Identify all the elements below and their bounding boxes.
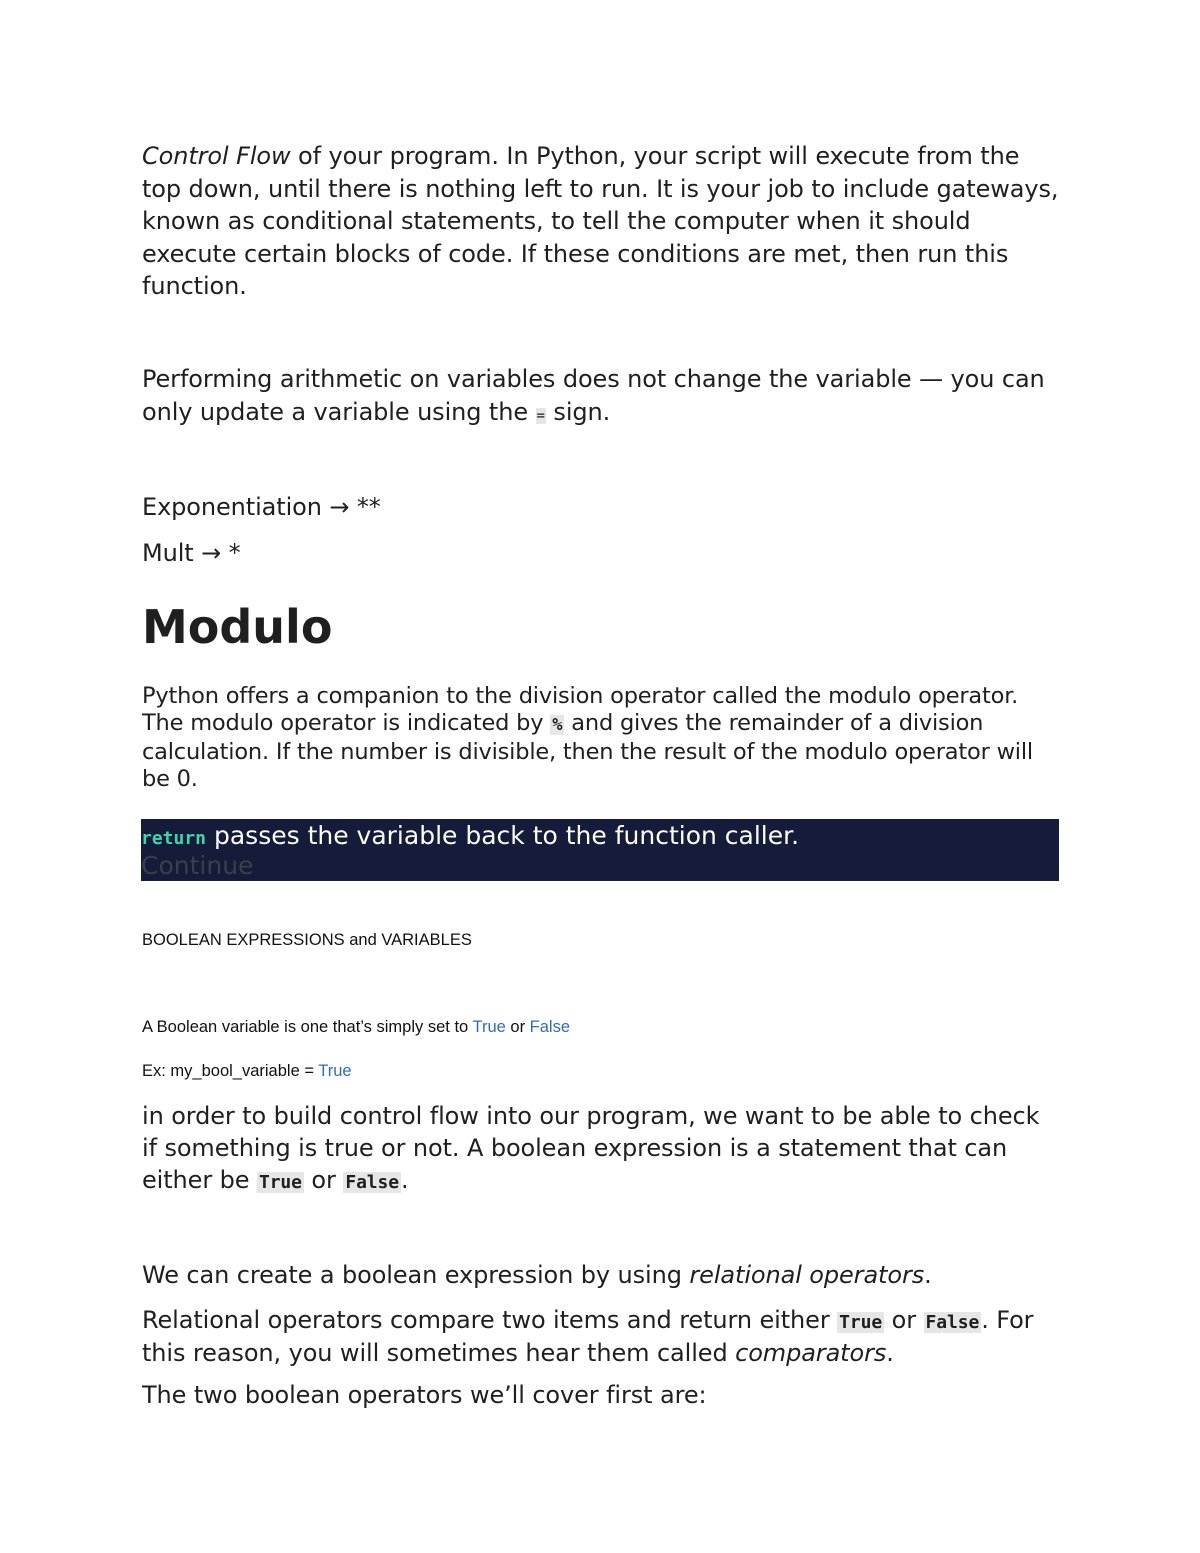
control-flow-text: of your program. In Python, your script will execute from the top down, until there is nothing left to run. It is your job to include gateways, known as conditional statements, to tell the computer when it should execute certain blocks of code. If these conditions are met, then run this function. [142, 142, 1059, 300]
relational-operators-term: relational operators [689, 1261, 925, 1289]
period: . [401, 1166, 409, 1194]
or-text-2: or [303, 1166, 344, 1194]
mult-line: Mult → * [142, 539, 241, 567]
period-3: . [886, 1339, 894, 1367]
modulo-text: Python offers a companion to the division operator called the modulo operator. The modulo operator is indicated by [142, 683, 1019, 736]
example-text: Ex: my_bool_variable = [142, 1062, 319, 1080]
modulo-text-end: and gives the remainder of a division calculation. If the number is divisible, then the result of the modulo operator will be 0. [142, 710, 1033, 792]
relational-intro-text: We can create a boolean expression by using [142, 1261, 690, 1289]
arithmetic-text: Performing arithmetic on variables does not change the variable — you can only update a variable using the [142, 365, 1045, 426]
false-value: False [529, 1018, 571, 1036]
control-flow-term: Control Flow [142, 142, 291, 170]
or-text: or [505, 1018, 530, 1036]
arithmetic-paragraph [142, 363, 1060, 432]
continue-button[interactable]: Continue [141, 851, 254, 880]
true-code: True [258, 1172, 302, 1193]
exponentiation-line: Exponentiation → ** [142, 493, 381, 521]
false-code-2: False [925, 1312, 980, 1333]
example-true-value: True [318, 1062, 352, 1080]
false-code: False [345, 1172, 400, 1193]
boolean-definition [142, 1017, 570, 1037]
equals-code: = [536, 407, 545, 424]
comparators-term: comparators [735, 1339, 887, 1367]
closing-line: The two boolean operators we’ll cover first are: [142, 1381, 707, 1409]
relational-text: Relational operators compare two items and return either [142, 1306, 838, 1334]
relational-intro [142, 1259, 932, 1292]
true-value: True [472, 1018, 506, 1036]
return-callout [141, 819, 1059, 881]
relational-text-mid: . For this reason, you will sometimes hear them called [142, 1306, 1034, 1367]
control-flow-paragraph [142, 140, 1060, 303]
modulo-paragraph [142, 683, 1060, 793]
boolean-definition-text: A Boolean variable is one that’s simply set to [142, 1018, 473, 1036]
boolean-expression-paragraph [142, 1100, 1060, 1199]
arithmetic-text-end: sign. [545, 397, 611, 426]
true-code-2: True [839, 1312, 883, 1333]
return-keyword: return [141, 828, 207, 849]
return-description: passes the variable back to the function caller. [206, 821, 800, 850]
boolean-expression-text: in order to build control flow into our program, we want to be able to check if something is true or not. A boolean expression is a statement that can either be [142, 1102, 1040, 1194]
return-callout-text [141, 821, 799, 854]
example-line [142, 1061, 352, 1081]
or-text-3: or [884, 1306, 924, 1334]
modulo-heading: Modulo [142, 600, 333, 654]
boolean-section-heading: BOOLEAN EXPRESSIONS and VARIABLES [142, 931, 472, 949]
relational-paragraph [142, 1305, 1060, 1368]
period-2: . [924, 1261, 932, 1289]
percent-code: % [552, 715, 563, 735]
